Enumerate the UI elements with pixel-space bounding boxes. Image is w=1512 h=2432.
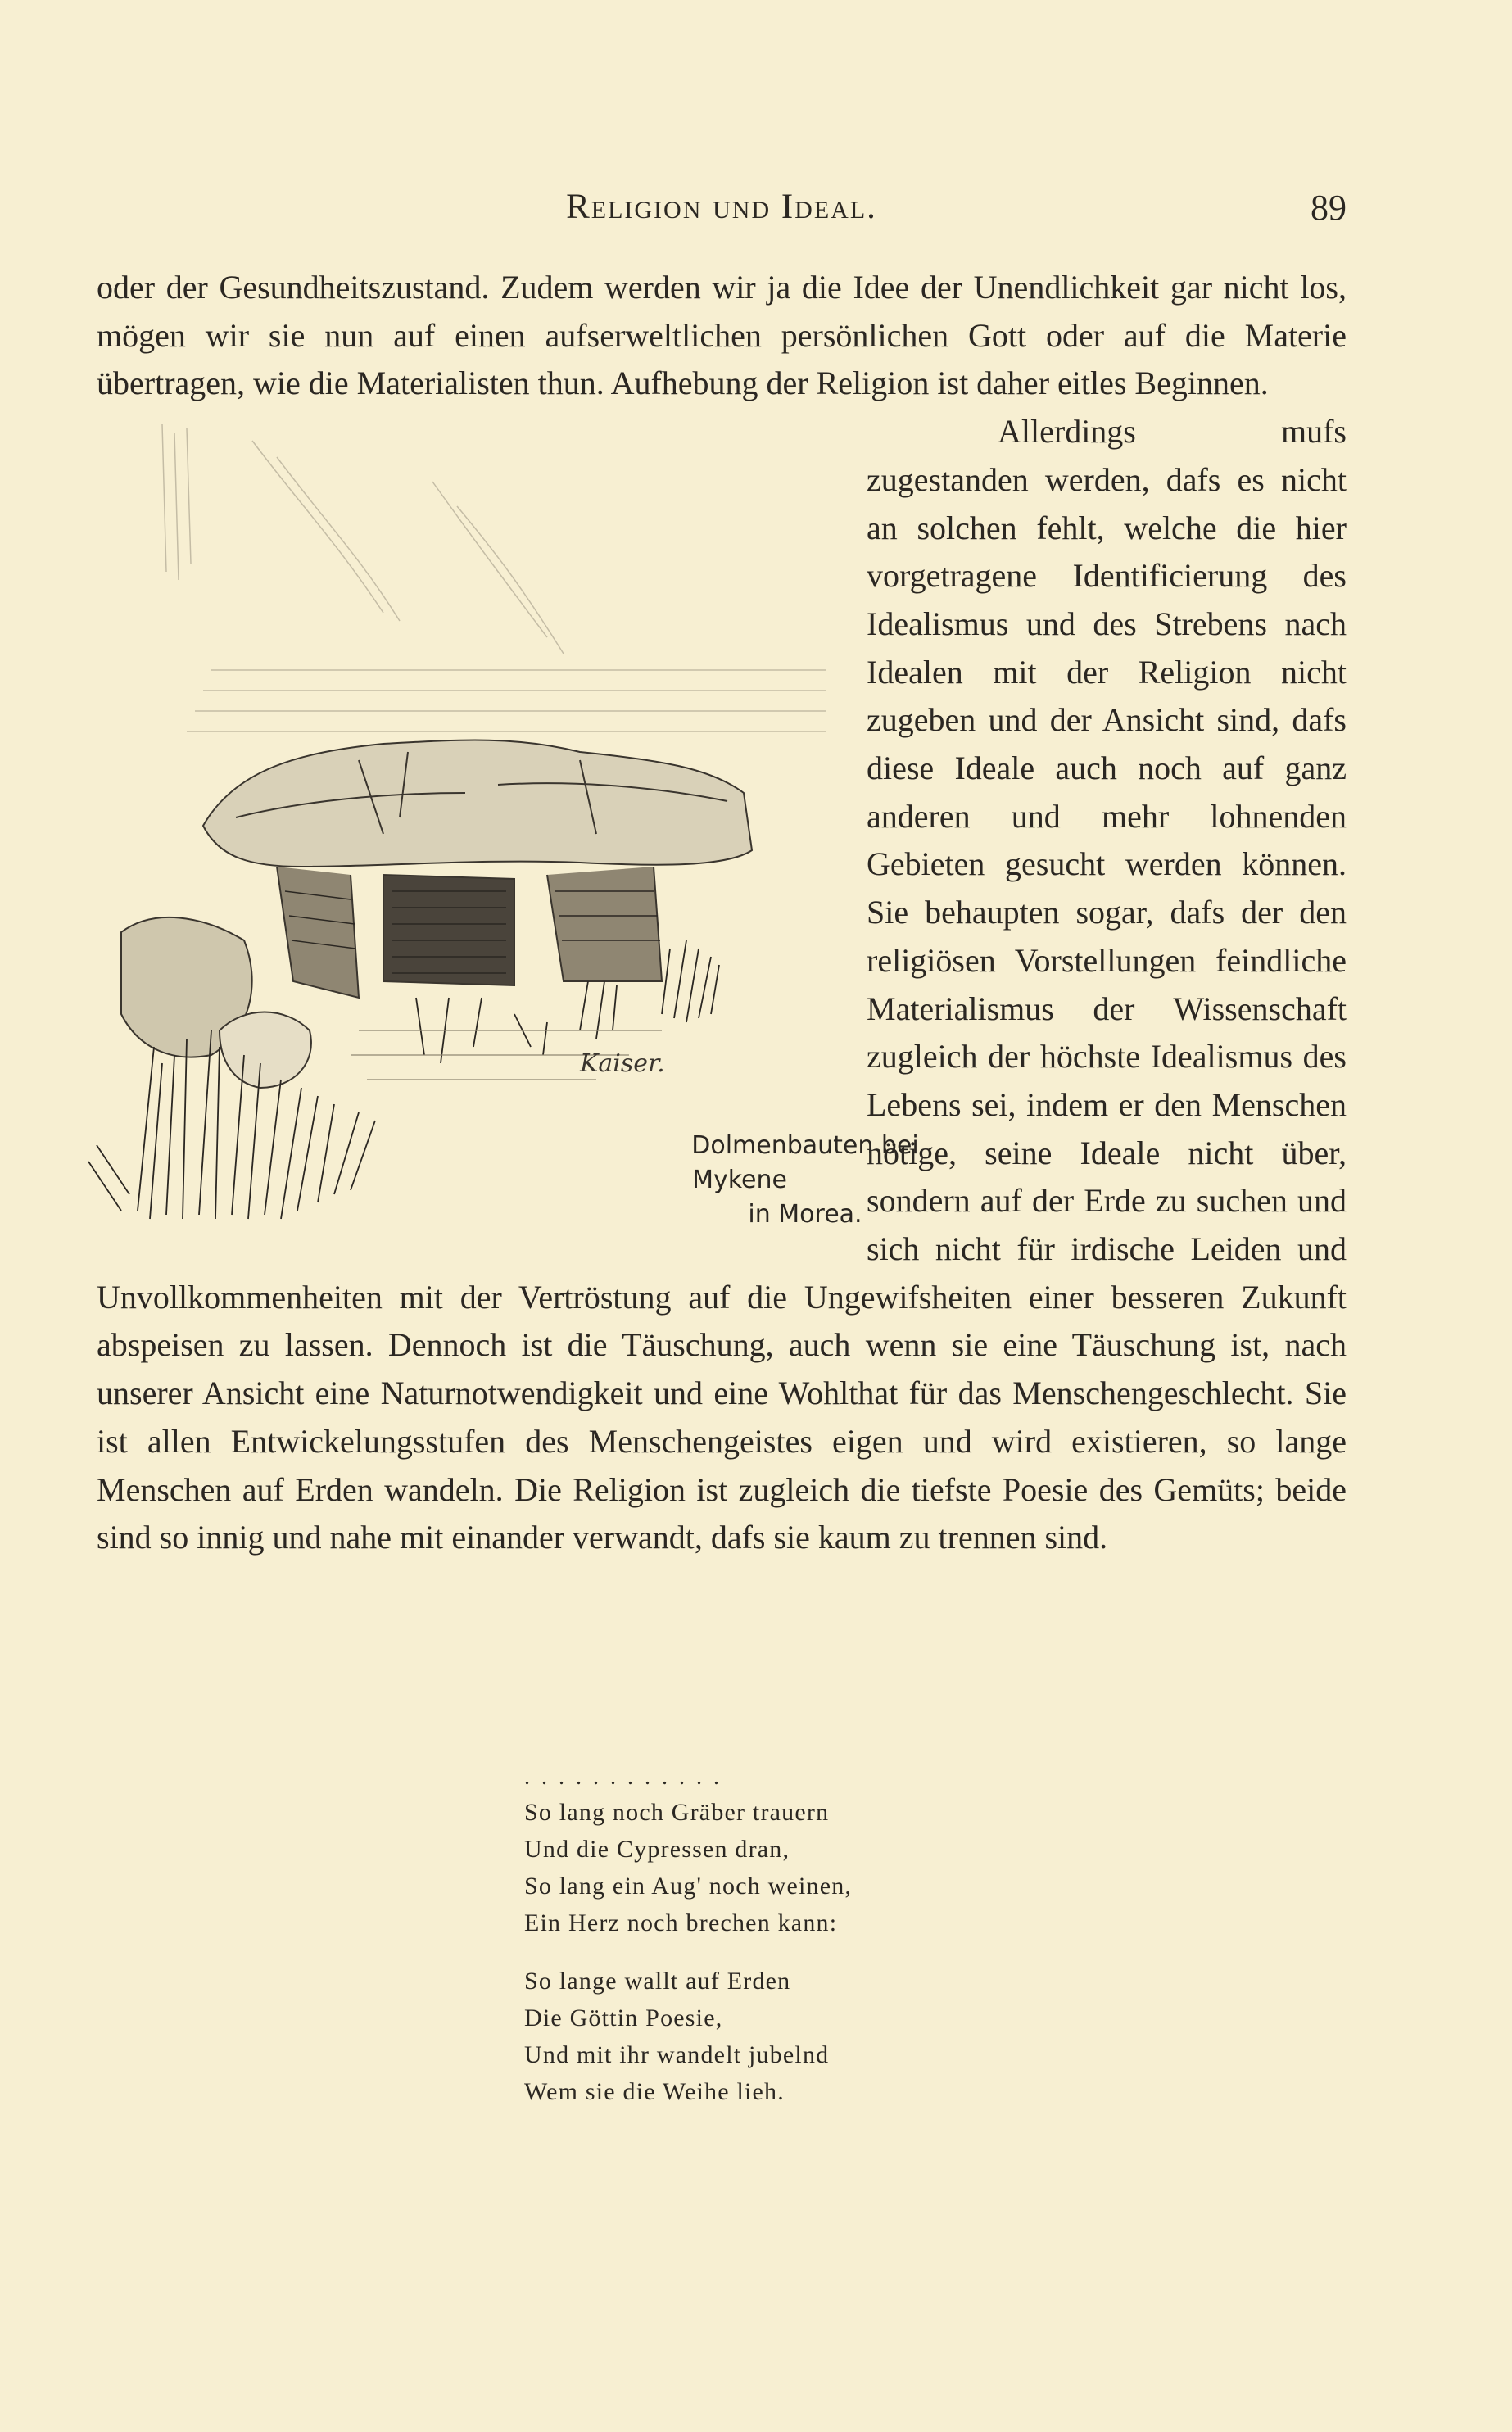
verse-line: Die Göttin Poesie, bbox=[524, 2004, 723, 2031]
paragraph-2-text: Allerdings mufs zugestanden werden, dafs es nicht an solchen fehlt, welche die hier vorgetragene Identificierung des Idealismus und des Strebens nach Idealen mit der Religion nicht zugeben und der Ansicht sind, dafs diese Ideale auch noch auf ganz anderen und mehr lohnenden Gebieten gesucht werden können. Sie behaupten sogar, dafs der den religiösen Vorstellungen feindliche Materialismus der Wissenschaft zugleich der höchste Idealismus des Lebens sei, indem er den Menschen nötige, seine Ideale nicht über, sondern auf der Erde zu suchen und sich nicht für irdische Leiden und Unvollkommenheiten mit der Vertröstung auf die Ungewifsheiten einer besseren Zukunft abspeisen zu lassen. Dennoch ist die Täuschung, auch wenn sie eine Täuschung ist, nach unserer Ansicht eine Naturnotwendigkeit und eine Wohlthat für das Menschengeschlecht. Sie ist allen Entwickelungsstufen des Menschengeistes eigen und wird existieren, so lange Menschen auf Erden wandeln. Die Religion ist zugleich die tiefste Poesie des Gemüts; beide sind so innig und nahe mit einander verwandt, dafs sie kaum zu trennen sind. bbox=[97, 413, 1347, 1556]
illustration bbox=[88, 408, 919, 1230]
figure-caption bbox=[547, 1129, 932, 1232]
page-number: 89 bbox=[1311, 188, 1347, 228]
poem-stanza-2 bbox=[524, 1963, 852, 2110]
verse-line: Ein Herz noch brechen kann: bbox=[524, 1909, 838, 1936]
verse-line: Und die Cypressen dran, bbox=[524, 1836, 790, 1863]
caption-line-2: in Morea. bbox=[748, 1200, 862, 1230]
paragraph-2 bbox=[97, 408, 1347, 1562]
verse-line: So lange wallt auf Erden bbox=[524, 1968, 791, 1995]
dolmen-illustration bbox=[88, 408, 842, 1227]
artist-signature: Kaiser. bbox=[580, 1049, 665, 1079]
paragraph-1: oder der Gesundheitszustand. Zudem werden wir ja die Idee der Unendlichkeit gar nicht los, mögen wir sie nun auf einen aufserweltlichen persönlichen Gott oder auf die Materie übertragen, wie die Materialisten thun. Aufhebung der Religion ist daher eitles Beginnen. bbox=[97, 269, 1347, 402]
verse-line: Und mit ihr wandelt jubelnd bbox=[524, 2041, 830, 2068]
body-text bbox=[97, 264, 1347, 1562]
caption-line-1: Dolmenbauten bei Mykene bbox=[691, 1131, 919, 1195]
poem-ellipsis: ............ bbox=[524, 1764, 731, 1790]
verse-line: Wem sie die Weihe lieh. bbox=[524, 2078, 785, 2105]
verse-line: So lang ein Aug' noch weinen, bbox=[524, 1873, 853, 1900]
page-header bbox=[97, 187, 1347, 236]
verse-line: So lang noch Gräber trauern bbox=[524, 1799, 830, 1826]
poem-stanza-1 bbox=[524, 1794, 852, 1941]
running-title: Religion und Ideal. bbox=[566, 188, 877, 226]
poem bbox=[524, 1761, 852, 2131]
